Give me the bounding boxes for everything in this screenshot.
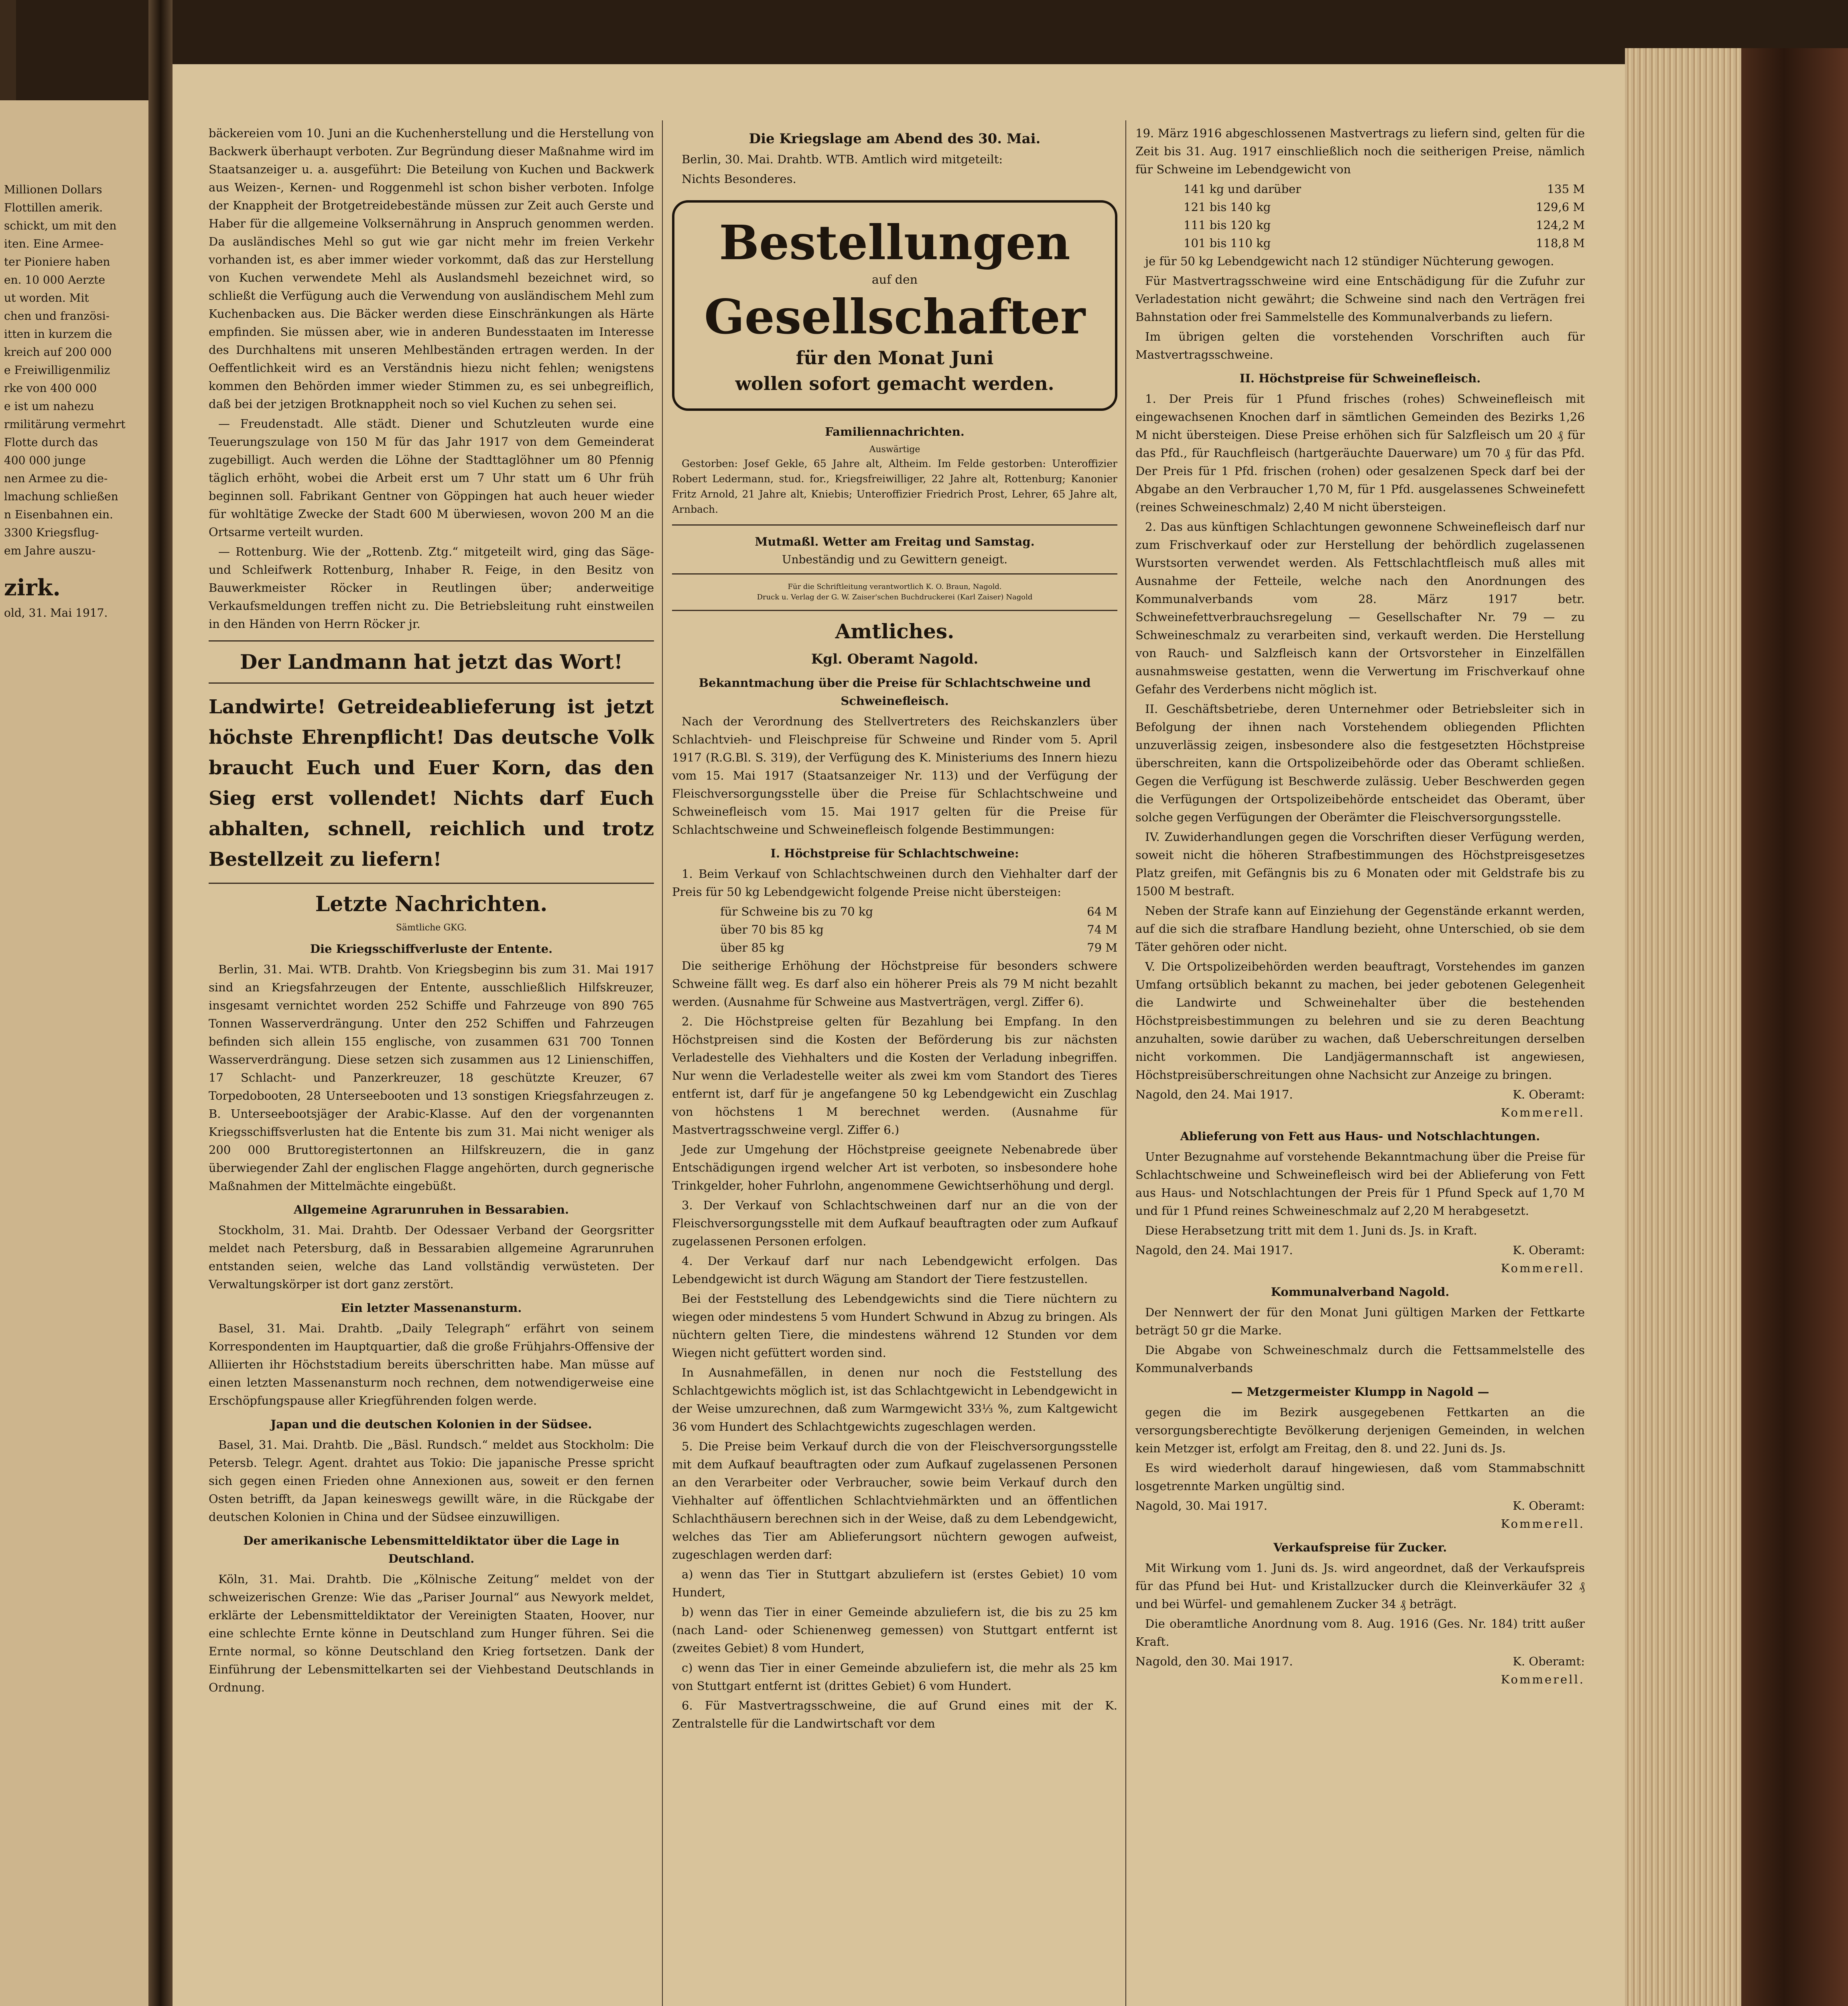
letzte-heading: Letzte Nachrichten. bbox=[315, 892, 548, 916]
sig-office: K. Oberamt: bbox=[1513, 1088, 1585, 1101]
book-spine bbox=[1741, 48, 1848, 2006]
left-page-line: Flottillen amerik. bbox=[4, 201, 103, 214]
para-1b: Die seitherige Erhöhung der Höchstpreise für besonders schwere Schweine fällt weg. Es darf also ein höherer Preis als 79 M nicht bezahlt werden. (Ausnahme für Schweine aus Mastverträgen, vergl. Ziffer 6). bbox=[672, 959, 1117, 1009]
left-page-line: rke von 400 000 bbox=[4, 382, 97, 395]
price-row bbox=[1135, 216, 1585, 234]
wetter-text: Unbeständig und zu Gewittern geneigt. bbox=[782, 553, 1008, 566]
para-5: 5. Die Preise beim Verkauf durch die von der Fleischversorgungsstelle mit dem Aufkauf beauftragten oder zum Aufkauf zugelassenen Personen an den Verarbeiter oder Verbraucher, sowie beim Verkauf durch den Viehhalter auf öffentlichen Schlachtviehmärkten und an öffentlichen Schlachthäusern berechnen sich in der Weise, daß zu dem Lebendgewicht, welches das Tier am Ablieferungsort nüchtern gewogen aufweist, zugeschlagen werden darf: bbox=[672, 1440, 1117, 1561]
left-page-line: rmilitärung vermehrt bbox=[4, 418, 126, 431]
fam-text: Gestorben: Josef Gekle, 65 Jahre alt, Altheim. Im Felde gestorben: Unteroffizier Robert Ledermann, stud. for., Kriegsfreiwilliger, 22 Jahre alt, Rottenburg; Kanonier Fritz Arnold, 21 Jahre alt, Kniebis; Unteroffizier Friedrich Prost, Lehrer, 65 Jahre alt, Arnbach. bbox=[672, 458, 1117, 515]
c3-uebrig: Im übrigen gelten die vorstehenden Vorschriften auch für Mastvertragsschweine. bbox=[1135, 330, 1585, 361]
left-page-line: ut worden. Mit bbox=[4, 291, 89, 305]
komm-heading: Kommunalverband Nagold. bbox=[1271, 1285, 1450, 1299]
box-sub-2: wollen sofort gemacht werden. bbox=[735, 373, 1054, 394]
left-page-dateline: old, 31. Mai 1917. bbox=[4, 606, 108, 619]
sig-office: K. Oberamt: bbox=[1513, 1499, 1585, 1513]
article-bakery: bäckereien vom 10. Juni an die Kuchenherstellung und die Herstellung von Backwerk überhaupt verboten. Zur Begründung dieser Maßnahme wird im Staatsanzeiger u. a. ausgeführt: Die Beteilung von Kuchen und Backwerk aus Weizen-, Kernen- und Roggenmehl ist schon bisher verboten. Infolge der Knappheit der Brotgetreidebestände müssen zur Zeit auch Gerste und Haber für die allgemeine Volksernährung in Anspruch genommen werden. Da ausländisches Mehl so gut wie gar nicht mehr im freien Verkehr vorhanden ist, es aber immer wieder vorkommt, daß das zur Herstellung von Kuchen verwendete Mehl als Auslandsmehl bezeichnet wird, so schließt die Verfügung auch die Verwendung von ausländischem Mehl zum Kuchenbacken aus. Die Bäcker werden diese Einschränkungen als Härte empfinden. Sie müssen aber, wie in anderen Bundesstaaten im Interesse des Durchhaltens mit unseren Mehlbeständen ertragen werden. In der Oeffentlichkeit wird es an Verständnis hiezu nicht fehlen; wenigstens kommen den Behörden immer wieder Stimmen zu, es sei unbegreiflich, daß bei der jetzigen Brotknappheit noch so viel Kuchen zu sehen sei. bbox=[209, 126, 654, 411]
para-5c: c) wenn das Tier in einer Gemeinde abzuliefern ist, die mehr als 25 km von Stuttgart entfernt ist (drittes Gebiet) 6 vom Hundert. bbox=[672, 1661, 1117, 1693]
left-page-line: iten. Eine Armee- bbox=[4, 237, 104, 250]
c3-komm3: gegen die im Bezirk ausgegebenen Fettkarten an die versorgungsberechtigte Bevölkerung derjenigen Gemeinden, in welchen kein Metzger ist, erfolgt am Freitag, den 8. und 22. Juni ds. Js. bbox=[1135, 1405, 1585, 1455]
komm-metzger: — Metzgermeister Klumpp in Nagold — bbox=[1231, 1385, 1489, 1399]
sig-place: Nagold, den 24. Mai 1917. bbox=[1135, 1243, 1293, 1257]
c3-komm4: Es wird wiederholt darauf hingewiesen, daß vom Stammabschnitt losgetrennte Marken ungültig sind. bbox=[1135, 1461, 1585, 1493]
c3-f4: IV. Zuwiderhandlungen gegen die Vorschriften dieser Verfügung werden, soweit nicht die höheren Strafbestimmungen des Höchstpreisgesetzes Platz greifen, mit Gefängnis bis zu 6 Monaten oder mit Geldstrafe bis zu 1500 M bestraft. bbox=[1135, 830, 1585, 898]
sig-office: K. Oberamt: bbox=[1513, 1655, 1585, 1668]
c3-komm2: Die Abgabe von Schweineschmalz durch die Fettsammelstelle des Kommunalverbands bbox=[1135, 1343, 1585, 1375]
heading-kriegsschiff: Die Kriegsschiffverluste der Entente. bbox=[310, 942, 553, 956]
left-page bbox=[0, 100, 148, 2006]
subscription-box bbox=[672, 200, 1117, 411]
left-page-line: ter Pioniere haben bbox=[4, 255, 110, 268]
book-gutter bbox=[148, 0, 173, 2006]
article-rottenburg: — Rottenburg. Wie der „Rottenb. Ztg.“ mitgeteilt wird, ging das Säge- und Schleifwerk Rottenburg, Inhaber R. Feige, in den Besitz von Bauwerkmeister Röcker in Reutlingen über; anderweitige Verkaufsmeldungen treffen nicht zu. Die Betriebsleitung ruht einstweilen in den Händen von Herrn Röcker jr. bbox=[209, 545, 654, 631]
para-5b: b) wenn das Tier in einer Gemeinde abzuliefern ist, die bis zu 25 km (nach Land- oder Schienenweg gemessen) von Stuttgart entfernt ist (zweites Gebiet) 8 vom Hundert, bbox=[672, 1605, 1117, 1655]
wetter-heading: Mutmaßl. Wetter am Freitag und Samstag. bbox=[755, 535, 1035, 548]
price-label: für Schweine bis zu 70 kg bbox=[720, 905, 873, 918]
amtliches-heading: Amtliches. bbox=[835, 619, 954, 643]
article-amerika: Köln, 31. Mai. Drahtb. Die „Kölnische Zeitung“ meldet von der schweizerischen Grenze: Wie das „Pariser Journal“ aus Newyork meldet, erklärte der Lebensmitteldiktator der Vereinigten Staaten, Hoover, nur eine schlechte Ernte könne in Deutschland zum Hunger führen. Sei die Ernte normal, so könne Deutschland den Krieg fortsetzen. Dank der Einführung der Lebensmittelkarten sei der Viehbestand Deutschlands in Ordnung. bbox=[209, 1572, 654, 1694]
left-page-line: kreich auf 200 000 bbox=[4, 345, 112, 359]
price-value: 74 M bbox=[1087, 923, 1117, 936]
para-2: 2. Die Höchstpreise gelten für Bezahlung bei Empfang. In den Höchstpreisen sind die Kosten der Beförderung bis zur nächsten Verladestelle des Viehhalters und die Kosten der Verladung inbegriffen. Nur wenn die Verladestelle weiter als zwei km vom Standort des Tieres entfernt ist, darf für je angefangene 50 kg Lebendgewicht ein Zuschlag von höchstens 1 M berechnet werden. (Ausnahme für Mastvertragsschweine vergl. Ziffer 6.) bbox=[672, 1015, 1117, 1137]
price-row bbox=[1135, 180, 1585, 198]
para-6: 6. Für Mastvertragsschweine, die auf Grund eines mit der K. Zentralstelle für die Landwirtschaft vor dem bbox=[672, 1699, 1117, 1730]
box-mid: auf den bbox=[871, 273, 918, 287]
para-1: 1. Beim Verkauf von Schlachtschweinen durch den Viehhalter darf der Preis für 50 kg Lebendgewicht folgende Preise nicht übersteigen: bbox=[672, 867, 1117, 899]
divider bbox=[209, 682, 654, 684]
heading-amerika: Der amerikanische Lebensmitteldiktator über die Lage in Deutschland. bbox=[243, 1534, 619, 1565]
left-page-line: chen und französi- bbox=[4, 309, 110, 323]
landmann-appeal: Landwirte! Getreideablieferung ist jetzt höchste Ehrenpflicht! Das deutsche Volk braucht Euch und Euer Korn, das den Sieg erst vollendet! Nichts darf Euch abhalten, schnell, reichlich und trotz Bestellzeit zu liefern! bbox=[209, 696, 654, 871]
c3-fett2: Diese Herabsetzung tritt mit dem 1. Juni ds. Js. in Kraft. bbox=[1145, 1224, 1477, 1237]
sig-name: Kommerell. bbox=[1501, 1517, 1585, 1531]
column-3 bbox=[1135, 124, 1585, 1689]
left-page-line: em Jahre auszu- bbox=[4, 544, 96, 557]
para-5a: a) wenn das Tier in Stuttgart abzuliefern ist (erstes Gebiet) 10 vom Hundert, bbox=[672, 1567, 1117, 1599]
left-page-line: n Eisenbahnen ein. bbox=[4, 508, 113, 521]
price-label: 141 kg und darüber bbox=[1184, 182, 1302, 196]
price-value: 64 M bbox=[1087, 905, 1117, 918]
c3-komm: Der Nennwert der für den Monat Juni gültigen Marken der Fettkarte beträgt 50 gr die Marke. bbox=[1135, 1306, 1585, 1337]
divider bbox=[672, 524, 1117, 526]
column-2 bbox=[672, 124, 1117, 1734]
price-row bbox=[672, 921, 1117, 939]
letzte-subheading: Sämtliche GKG. bbox=[396, 923, 467, 933]
left-page-line: nen Armee zu die- bbox=[4, 472, 108, 485]
bek-text: Nach der Verordnung des Stellvertreters des Reichskanzlers über Schlachtvieh- und Fleischpreise für Schweine und Rinder vom 5. April 1917 (R.G.Bl. S. 319), der Verfügung des K. Ministeriums des Innern hiezu vom 15. Mai 1917 (Staatsanzeiger Nr. 113) und der Verfügung der Fleischversorgungsstelle über die Preise für Schlachtschweine und Schweinefleisch vom 15. Mai 1917 gelten für die Preise für Schlachtschweine und Schweinefleisch folgende Bestimmungen: bbox=[672, 715, 1117, 837]
price-row bbox=[672, 939, 1117, 957]
oberamt-heading: Kgl. Oberamt Nagold. bbox=[811, 651, 979, 667]
left-page-line: lmachung schließen bbox=[4, 490, 118, 503]
left-page-line: Flotte durch das bbox=[4, 436, 98, 449]
signature-4 bbox=[1135, 1653, 1585, 1671]
fett-heading: Ablieferung von Fett aus Haus- und Notschlachtungen. bbox=[1180, 1129, 1540, 1143]
price-table-1 bbox=[672, 903, 1117, 957]
bek-heading: Bekanntmachung über die Preise für Schlachtschweine und Schweinefleisch. bbox=[699, 676, 1091, 708]
price-value: 79 M bbox=[1087, 941, 1117, 954]
left-page-line: schickt, um mit den bbox=[4, 219, 117, 232]
column-1 bbox=[209, 124, 654, 1698]
zucker-heading: Verkaufspreise für Zucker. bbox=[1273, 1541, 1447, 1554]
fam-heading: Familiennachrichten. bbox=[825, 425, 965, 439]
left-page-text bbox=[4, 181, 140, 622]
article-freudenstadt: — Freudenstadt. Alle städt. Diener und Schutzleuten wurde eine Teuerungszulage von 150 M für das Jahr 1917 von dem Gemeinderat zugebilligt. Auch werden die Löhne der Stadttaglöhner um 80 Pfennig täglich erhöht, wobei die Arbeit erst um 7 Uhr statt um 6 Uhr früh beginnen soll. Fabrikant Gentner von Göppingen hat auch heuer wieder für wohltätige Zwecke der Stadt 600 M überwiesen, wovon 200 M an die Ortsarme verteilt wurden. bbox=[209, 417, 654, 539]
para-4: 4. Der Verkauf darf nur nach Lebendgewicht erfolgen. Das Lebendgewicht ist durch Wägung am Standort der Tiere festzustellen. bbox=[672, 1254, 1117, 1286]
c3-fett: Unter Bezugnahme auf vorstehende Bekanntmachung über die Preise für Schlachtschweine und Schweinefleisch wird bei der Ablieferung von Fett aus Haus- und Notschlachtungen der Preis für 1 Pfund Speck auf 1,70 M und für 1 Pfund reines Schweineschmalz auf 2,20 M herabgesetzt. bbox=[1135, 1150, 1585, 1218]
left-page-line: 400 000 junge bbox=[4, 454, 86, 467]
left-page-line: Millionen Dollars bbox=[4, 183, 102, 196]
para-3: 3. Der Verkauf von Schlachtschweinen darf nur an die von der Fleischversorgungsstelle mit dem Aufkauf beauftragten oder zum Aufkauf zugelassenen Personen erfolgen. bbox=[672, 1198, 1117, 1248]
c3-f2: 2. Das aus künftigen Schlachtungen gewonnene Schweinefleisch darf nur zum Frischverkauf oder zur Herstellung der behördlich zugelassenen Wurstsorten verwendet werden. Als Fettschlachtfleisch muß alles mit Ausnahme der Fetteile, welche nach den Anordnungen des Kommunalverbands vom 28. März 1917 betr. Schweinefettverbrauchsregelung — Gesellschafter Nr. 79 — zu Schweineschmalz zu verarbeiten sind, verkauft werden. Die Herstellung von Rauch- und Salzfleisch kann der Ortsvorsteher in Einzelfällen ausnahmsweise gestatten, wenn die Verwertung im Frischverkauf ohne Gefahr des Verderbens nicht möglich ist. bbox=[1135, 520, 1585, 696]
c3-zucker: Mit Wirkung vom 1. Juni ds. Js. wird angeordnet, daß der Verkaufspreis für das Pfund bei Hut- und Kristallzucker durch die Kleinverkäufer 32 ₰ und bei Würfel- und gemahlenem Zucker 34 ₰ beträgt. bbox=[1135, 1561, 1585, 1611]
impressum-1: Für die Schriftleitung verantwortlich K. O. Braun, Nagold. bbox=[788, 583, 1002, 591]
article-kriegsschiff: Berlin, 31. Mai. WTB. Drahtb. Von Kriegsbeginn bis zum 31. Mai 1917 sind an Kriegsfahrzeugen der Entente, ausschließlich Hilfskreuzer, insgesamt vernichtet worden 252 Schiffe und Fahrzeuge von 890 765 Tonnen Wasserverdrängung. Unter den 252 Schiffen und Fahrzeugen befinden sich allein 155 englische, von zusammen 631 700 Tonnen Wasserverdrängung. Diese setzen sich zusammen aus 12 Linienschiffen, 17 Schlacht- und Panzerkreuzer, 18 geschützte Kreuzer, 67 Torpedobooten, 28 Unterseebooten und 13 sonstigen Kriegsfahrzeugen z. B. Unterseebootsjäger der Arabic-Klasse. Auf den der vorgenannten Kriegsschiffsverlusten hat die Entente bis zum 31. Mai nicht weniger als 200 000 Bruttoregistertonnen an Hilfskreuzern, die in ganz überwiegender Zahl der englischen Flagge angehörten, durch gegnerische Maßnahmen der Mittelmächte eingebüßt. bbox=[209, 962, 654, 1193]
hoechst-heading: I. Höchstpreise für Schlachtschweine: bbox=[770, 847, 1019, 860]
c3-intro: 19. März 1916 abgeschlossenen Mastvertrags zu liefern sind, gelten für die Zeit bis 31. Aug. 1917 einschließlich noch die seitherigen Preise, nämlich für Schweine im Lebendgewicht von bbox=[1135, 126, 1585, 176]
c3-mast: Für Mastvertragsschweine wird eine Entschädigung für die Zufuhr zur Verladestation nicht gewährt; die Schweine sind nach den Verträgen frei Bahnstation oder frei Sammelstelle des Kommunalverbands zu liefern. bbox=[1135, 274, 1585, 324]
price-label: über 85 kg bbox=[720, 941, 784, 954]
divider bbox=[672, 573, 1117, 575]
sig-place: Nagold, den 24. Mai 1917. bbox=[1135, 1088, 1293, 1101]
newspaper-page bbox=[173, 64, 1625, 2006]
box-sub-1: für den Monat Juni bbox=[796, 347, 994, 369]
sig-name: Kommerell. bbox=[1501, 1106, 1585, 1119]
price-row bbox=[1135, 198, 1585, 216]
para-umgehung: Jede zur Umgehung der Höchstpreise geeignete Nebenabrede über Entschädigungen irgend welcher Art ist verboten, so insbesondere hohe Trinkgelder, hoher Fuhrlohn, angenommene Gewichtserhöhung und dergl. bbox=[672, 1143, 1117, 1192]
heading-agrar: Allgemeine Agrarunruhen in Bessarabien. bbox=[293, 1203, 569, 1216]
price-label: 121 bis 140 kg bbox=[1184, 200, 1271, 214]
price-table-2 bbox=[1135, 180, 1585, 252]
signature-2 bbox=[1135, 1241, 1585, 1259]
box-title: Bestellungen bbox=[719, 215, 1070, 270]
price-label: über 70 bis 85 kg bbox=[720, 923, 824, 936]
sig-office: K. Oberamt: bbox=[1513, 1243, 1585, 1257]
box-title-2: Gesellschafter bbox=[704, 289, 1086, 345]
price-value: 118,8 M bbox=[1536, 236, 1585, 250]
sig-name: Kommerell. bbox=[1501, 1261, 1585, 1275]
kriegslage-end: Nichts Besonderes. bbox=[682, 172, 796, 186]
left-page-line: en. 10 000 Aerzte bbox=[4, 273, 106, 286]
divider bbox=[209, 883, 654, 884]
article-agrar: Stockholm, 31. Mai. Drahtb. Der Odessaer Verband der Georgsritter meldet nach Petersburg, daß in Bessarabien allgemeine Agrarunruhen entstanden seien, welche das Land vollständig verwüsteten. Der Verwaltungskörper ist dort ganz zerstört. bbox=[209, 1223, 654, 1291]
heading-japan: Japan und die deutschen Kolonien in der Südsee. bbox=[270, 1417, 592, 1431]
sig-place: Nagold, 30. Mai 1917. bbox=[1135, 1499, 1267, 1513]
signature-3 bbox=[1135, 1497, 1585, 1515]
c3-f5: V. Die Ortspolizeibehörden werden beauftragt, Vorstehendes im ganzen Umfang ortsüblich bekannt zu machen, bei jeder gebotenen Gelegenheit die Landwirte und Schweinehalter über die bestehenden Höchstpreisbestimmungen zu belehren und sie zu deren Beachtung anzuhalten, sowie darüber zu wachen, daß Ueberschreitungen derselben nicht vorkommen. Die Landjägermannschaft ist angewiesen, Höchstpreisüberschreitungen ohne Nachsicht zur Anzeige zu bringen. bbox=[1135, 960, 1585, 1082]
left-page-line: e Freiwilligenmiliz bbox=[4, 363, 110, 377]
column-rule bbox=[662, 120, 663, 2006]
divider bbox=[209, 640, 654, 642]
sig-place: Nagold, den 30. Mai 1917. bbox=[1135, 1655, 1293, 1668]
fam-sub: Auswärtige bbox=[869, 445, 920, 455]
left-page-line: e ist um nahezu bbox=[4, 400, 94, 413]
para-ausnahme: In Ausnahmefällen, in denen nur noch die Feststellung des Schlachtgewichts möglich ist, ist das Schlachtgewicht in Lebendgewicht in der Weise umzurechnen, daß zum Warmgewicht 33⅓ %, zum Kaltgewicht 36 vom Hundert des Schlachtgewichts zugeschlagen werden. bbox=[672, 1366, 1117, 1433]
kriegslage-heading: Die Kriegslage am Abend des 30. Mai. bbox=[749, 131, 1041, 147]
c3-f3: II. Geschäftsbetriebe, deren Unternehmer oder Betriebsleiter sich in Befolgung der ihnen nach Vorstehendem obliegenden Pflichten unzuverlässig zeigen, insbesondere also die festgesetzten Höchstpreise überschreiten, kann die Ortspolizeibehörde oder das Oberamt schließen. Gegen die Verfügung ist Beschwerde zulässig. Ueber Beschwerden gegen die Verfügungen der Ortspolizeibehörde entscheidet das Oberamt, über solche gegen Verfügungen der Oberämter die Fleischversorgungsstelle. bbox=[1135, 702, 1585, 824]
price-label: 111 bis 120 kg bbox=[1184, 218, 1271, 232]
price-value: 124,2 M bbox=[1536, 218, 1585, 232]
c3-f1: 1. Der Preis für 1 Pfund frisches (rohes) Schweinefleisch mit eingewachsenen Knochen darf in sämtlichen Gemeinden des Bezirks 1,26 M nicht übersteigen. Diese Preise erhöhen sich für Salzfleisch um 20 ₰ für das Pfd., für Rauchfleisch (hartgeräuchte Dauerware) um 70 ₰ für das Pfd. Der Preis für 1 Pfd. frischen (rohen) oder gesalzenen Speck darf bei der Abgabe an den Verbraucher 1,70 M, für 1 Pfd. ausgelassenes Schweinefett (reines Schweineschmalz) 2,40 M nicht übersteigen. bbox=[1135, 392, 1585, 514]
left-page-heading: zirk. bbox=[4, 575, 61, 601]
c3-zucker2: Die oberamtliche Anordnung vom 8. Aug. 1916 (Ges. Nr. 184) tritt außer Kraft. bbox=[1135, 1617, 1585, 1649]
para-feststellung: Bei der Feststellung des Lebendgewichts sind die Tiere nüchtern zu wiegen oder mindestens 5 vom Hundert Schwund in Abzug zu bringen. Als nüchtern gelten Tiere, die mindestens während 12 Stunden vor dem Wiegen nicht gefüttert worden sind. bbox=[672, 1292, 1117, 1360]
divider bbox=[672, 610, 1117, 611]
article-japan: Basel, 31. Mai. Drahtb. Die „Bäsl. Rundsch.“ meldet aus Stockholm: Die Petersb. Telegr. Agent. drahtet aus Tokio: Die japanische Presse spricht sich gegen einen Frieden ohne Annexionen aus, soweit er den fernen Osten betrifft, da Japan keineswegs gewillt wäre, in die Rückgabe der deutschen Kolonien in China und der Südsee einzuwilligen. bbox=[209, 1438, 654, 1524]
price-label: 101 bis 110 kg bbox=[1184, 236, 1271, 250]
price-value: 129,6 M bbox=[1536, 200, 1585, 214]
c3-f4b: Neben der Strafe kann auf Einziehung der Gegenstände erkannt werden, auf die sich die strafbare Handlung bezieht, ohne Unterschied, ob sie dem Täter gehören oder nicht. bbox=[1135, 904, 1585, 954]
price-value: 135 M bbox=[1547, 182, 1585, 196]
impressum-2: Druck u. Verlag der G. W. Zaiser'schen Buchdruckerei (Karl Zaiser) Nagold bbox=[757, 593, 1033, 601]
price-row bbox=[1135, 234, 1585, 252]
c3-after: je für 50 kg Lebendgewicht nach 12 stündiger Nüchterung gewogen. bbox=[1145, 254, 1554, 268]
left-page-line: itten in kurzem die bbox=[4, 327, 112, 341]
fleisch-heading: II. Höchstpreise für Schweinefleisch. bbox=[1239, 372, 1481, 385]
kriegslage-text: Berlin, 30. Mai. Drahtb. WTB. Amtlich wird mitgeteilt: bbox=[682, 152, 1003, 166]
sig-name: Kommerell. bbox=[1501, 1673, 1585, 1686]
price-row bbox=[672, 903, 1117, 921]
landmann-heading: Der Landmann hat jetzt das Wort! bbox=[240, 650, 623, 674]
column-rule bbox=[1125, 120, 1126, 2006]
heading-massen: Ein letzter Massenansturm. bbox=[341, 1301, 522, 1315]
signature-1 bbox=[1135, 1086, 1585, 1104]
article-massen: Basel, 31. Mai. Drahtb. „Daily Telegraph“ erfährt von seinem Korrespondenten im Hauptquartier, daß die große Frühjahrs-Offensive der Alliierten ihr Höchststadium bereits überschritten habe. Man müsse auf einen letzten Massenansturm noch rechnen, dem notwendigerweise eine Erschöpfungspause aller Kriegführenden folgen werde. bbox=[209, 1322, 654, 1407]
left-page-line: 3300 Kriegsflug- bbox=[4, 526, 99, 539]
